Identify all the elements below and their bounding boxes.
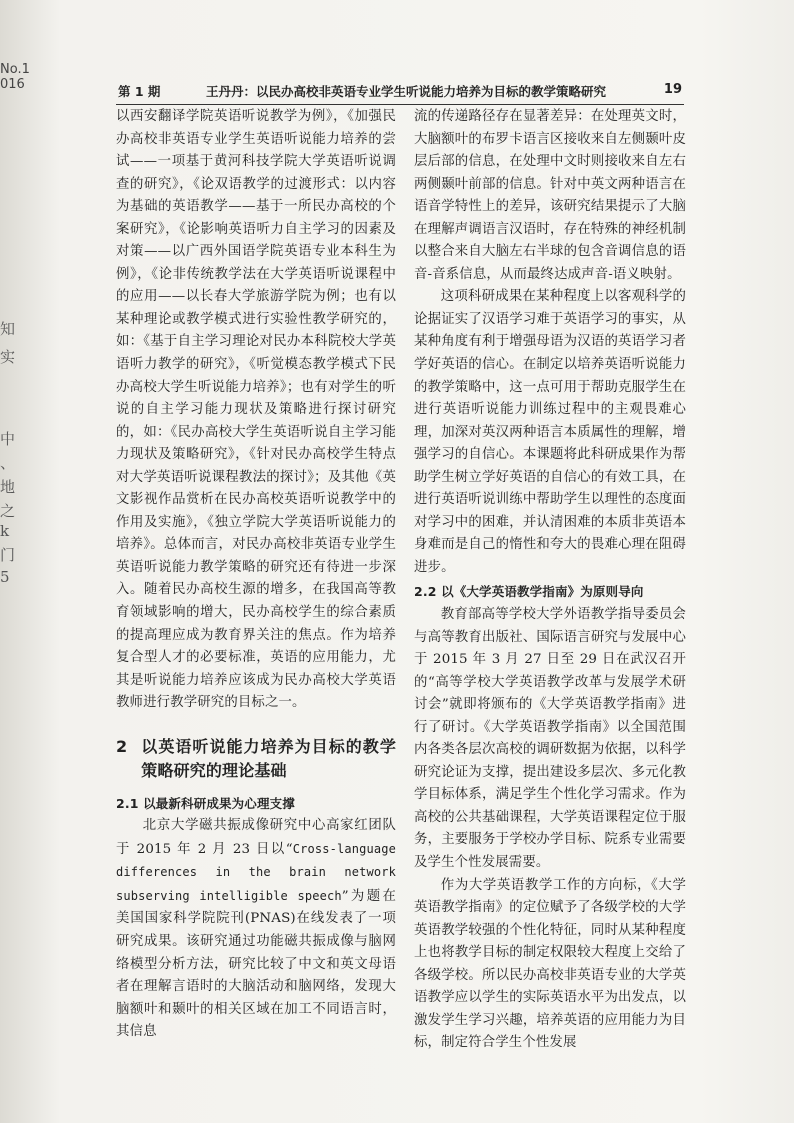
- issue-label: 第 1 期: [118, 84, 161, 99]
- subsection-heading: 2.1 以最新科研成果为心理支撑: [116, 795, 295, 811]
- body-paragraph: [116, 815, 396, 1043]
- section-number: 2: [116, 736, 128, 756]
- running-header: [116, 82, 684, 105]
- margin-fragment: 门: [0, 546, 16, 564]
- margin-fragment: k: [0, 522, 10, 540]
- section-heading: [116, 735, 396, 783]
- body-paragraph: 教育部高等学校大学外语教学指导委员会与高等教育出版社、国际语言研究与发展中心于 2015 年 3 月 27 日至 29 日在武汉召开的“高等学校大学英语教学改革与发展学术研讨会”就即将颁布的《大学英语教学指南》进行了研讨。《大学英语教学指南》以全国范围内各类各层次高校的调研数据为依据，以科学研究论证为支撑，提出建设多层次、多元化教学目标体系，满足学生个性化学习需求。作为高校的公共基础课程，大学英语课程定位于服务，主要服务于学校办学目标、院系专业需要及学生个性发展需要。: [414, 606, 686, 870]
- body-paragraph: 以西安翻译学院英语听说教学为例》，《加强民办高校非英语专业学生英语听说能力培养的尝试——一项基于黄河科技学院大学英语听说调查的研究》，《论双语教学的过渡形式：以内容为基础的英语教学——基于一所民办高校的个案研究》，《论影响英语听力自主学习的因素及对策——以广西外国语学院英语专业本科生为例》，《论非传统教学法在大学英语听说课程中的应用——以长春大学旅游学院为例；也有以某种理论或教学模式进行实验性教学研究的，如：《基于自主学习理论对民办本科院校大学英语听力教学的研究》，《听觉模态教学模式下民办高校大学生听说能力培养》；也有对学生的听说的自主学习能力现状及策略进行探讨研究的，如：《民办高校大学生英语听说自主学习能力现状及策略研究》，《针对民办高校学生特点对大学英语听说课程教法的探讨》；及其他《英文影视作品赏析在民办高校英语听说教学中的作用及实施》，《独立学院大学英语听说能力的培养》。总体而言，对民办高校非英语专业学生英语听说能力教学策略的研究还有待进一步深入。随着民办高校生源的增多，在我国高等教育领域影响的增大，民办高校学生的综合素质的提高理应成为教育界关注的焦点。作为培养复合型人才的必要标准，英语的应用能力，尤其是听说能力培养应该成为民办高校大学英语教师进行教学研究的目标之一。: [116, 109, 396, 711]
- body-paragraph: 作为大学英语教学工作的方向标，《大学英语教学指南》的定位赋予了各级学校的大学英语教学较强的个性化特征，同时从某种程度上也将教学目标的制定权限较大程度上交给了各级学校。所以民办高校非英语专业的大学英语教学应以学生的实际英语水平为出发点，以激发学生学习兴趣，培养英语的应用能力为目标，制定符合学生个性发展: [414, 877, 686, 1051]
- margin-fragment: 之: [0, 502, 16, 520]
- margin-fragment: 、: [0, 454, 16, 472]
- body-text: ”为题在美国国家科学院院刊(PNAS)在线发表了一项研究成果。该研究通过功能磁共振成像与脑网络模型分析方法，研究比较了中文和英文母语者在理解言语时的大脑活动和脑网络，发现大脑额叶和颞叶的相关区域在加工不同语言时，其信息: [116, 888, 396, 1040]
- section-title: 以英语听说能力培养为目标的教学策略研究的理论基础: [141, 736, 396, 780]
- margin-fragment: 5: [0, 568, 10, 586]
- margin-fragment: 知: [0, 320, 16, 338]
- page-number: 19: [663, 82, 682, 97]
- body-paragraph: 流的传递路径存在显著差异：在处理英文时，大脑额叶的布罗卡语言区接收来自左侧颞叶皮层后部的信息，在处理中文时则接收来自左右两侧颞叶前部的信息。针对中英文两种语言在语音学特性上的差异，该研究结果提示了大脑在理解声调语言汉语时，存在特殊的神经机制以整合来自大脑左右半球的包含音调信息的语音-音系信息，从而最终达成声音-语义映射。: [414, 109, 686, 282]
- margin-fragment: 中: [0, 430, 16, 448]
- english-paper-title: Cross-language differences in the brain network subserving intelligible speech: [116, 841, 396, 903]
- left-column: [116, 106, 396, 1044]
- subsection-heading: 2.2 以《大学英语教学指南》为原则导向: [414, 584, 644, 600]
- running-title: 王丹丹：以民办高校非英语专业学生听说能力培养为目标的教学策略研究: [206, 84, 607, 99]
- adjacent-page-year: 016: [0, 77, 25, 92]
- body-paragraph: 这项科研成果在某种程度上以客观科学的论据证实了汉语学习难于英语学习的事实，从某种角度有利于增强母语为汉语的英语学习者学好英语的信心。在制定以培养英语听说能力的教学策略中，这一点可用于帮助克服学生在进行英语听说能力训练过程中的主观畏难心理，加深对英汉两种语言本质属性的理解，增强学习的自信心。本课题将此科研成果作为帮助学生树立学好英语的自信心的有效工具，在进行英语听说训练中帮助学生以理性的态度面对学习中的困难，并认清困难的本质非英语本身难而是自己的惰性和夸大的畏难心理在阻碍进步。: [414, 289, 686, 575]
- body-text: 北京大学磁共振成像研究中心高家红团队于 2015 年 2 月 23 日以“: [116, 818, 396, 857]
- margin-fragment: 实: [0, 348, 16, 366]
- right-column: [414, 106, 686, 1055]
- adjacent-page-margin: [0, 62, 30, 92]
- adjacent-page-issue: No.1: [0, 62, 30, 77]
- margin-fragment: 地: [0, 478, 16, 496]
